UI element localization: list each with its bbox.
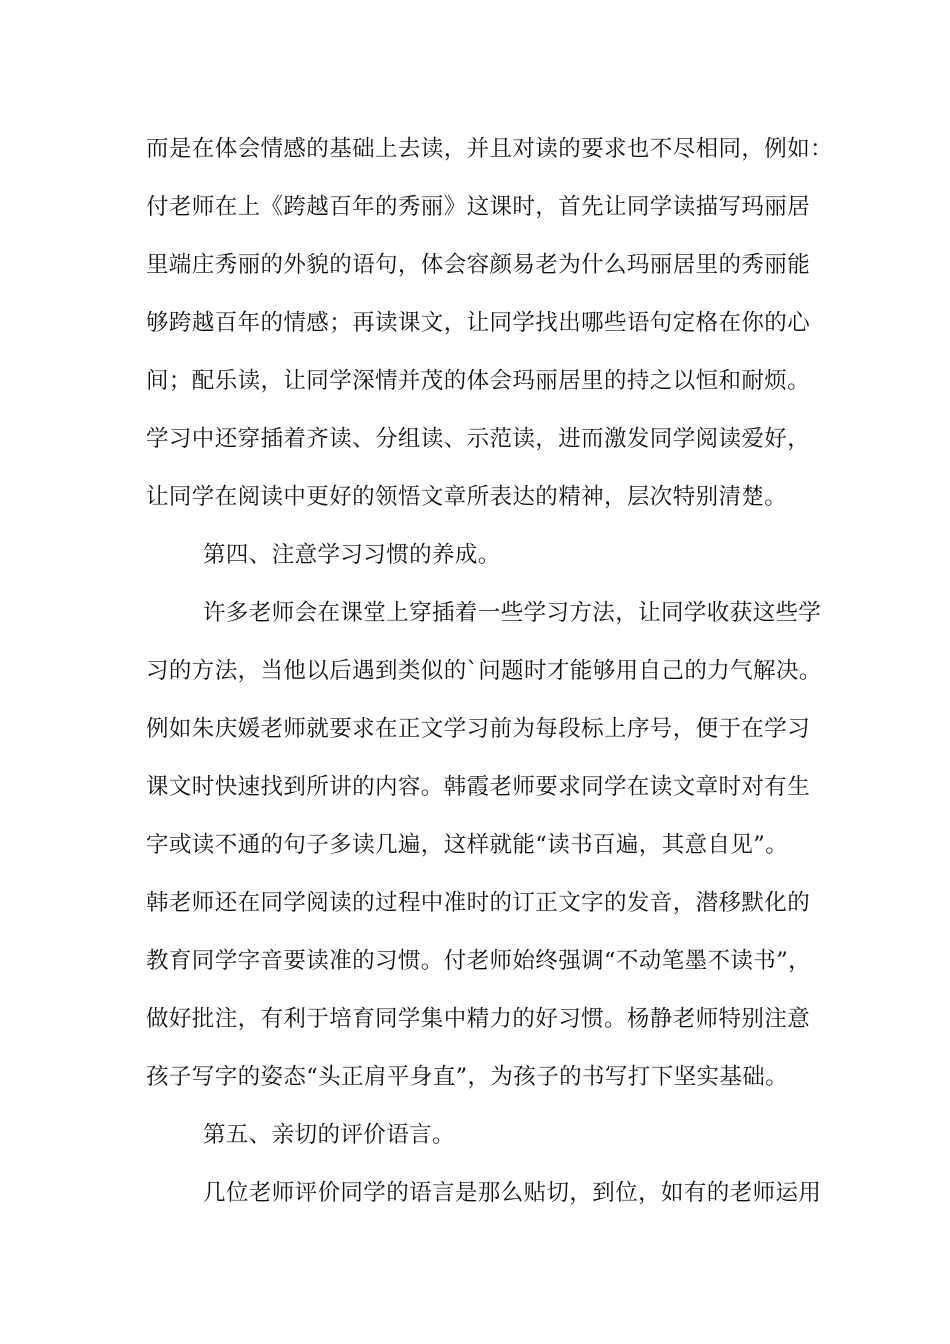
text-line: 做好批注，有利于培育同学集中精力的好习惯。杨静老师特别注意 xyxy=(146,1006,811,1032)
text-line: 字或读不通的句子多读几遍，这样就能“读书百遍，其意自见”。 xyxy=(146,832,789,858)
text-line: 而是在体会情感的基础上去读，并且对读的要求也不尽相同，例如： xyxy=(146,136,834,162)
text-line: 教育同学字音要读准的习惯。付老师始终强调“不动笔墨不读书”， xyxy=(146,948,812,974)
text-line: 例如朱庆媛老师就要求在正文学习前为每段标上序号，便于在学习 xyxy=(146,716,811,742)
text-line: 让同学在阅读中更好的领悟文章所表达的精神，层次特别清楚。 xyxy=(146,484,788,510)
section-heading: 第四、注意学习习惯的养成。 xyxy=(203,542,501,568)
text-line: 间；配乐读，让同学深情并茂的体会玛丽居里的持之以恒和耐烦。 xyxy=(146,368,811,394)
text-line: 够跨越百年的情感；再读课文，让同学找出哪些语句定格在你的心 xyxy=(146,310,811,336)
paragraph-first-line: 许多老师会在课堂上穿插着一些学习方法，让同学收获这些学 xyxy=(203,600,822,626)
text-line: 学习中还穿插着齐读、分组读、示范读，进而激发同学阅读爱好， xyxy=(146,426,811,452)
text-line: 孩子写字的姿态“头正肩平身直”，为孩子的书写打下坚实基础。 xyxy=(146,1064,789,1090)
text-line: 课文时快速找到所讲的内容。韩霞老师要求同学在读文章时对有生 xyxy=(146,774,811,800)
text-line: 付老师在上《跨越百年的秀丽》这课时，首先让同学读描写玛丽居 xyxy=(146,194,811,220)
paragraph-first-line: 几位老师评价同学的语言是那么贴切，到位，如有的老师运用 xyxy=(203,1180,822,1206)
section-heading: 第五、亲切的评价语言。 xyxy=(203,1122,455,1148)
text-line: 里端庄秀丽的外貌的语句，体会容颜易老为什么玛丽居里的秀丽能 xyxy=(146,252,811,278)
text-line: 习的方法，当他以后遇到类似的`问题时才能够用自己的力气解决。 xyxy=(146,658,822,684)
text-line: 韩老师还在同学阅读的过程中准时的订正文字的发音，潜移默化的 xyxy=(146,890,811,916)
